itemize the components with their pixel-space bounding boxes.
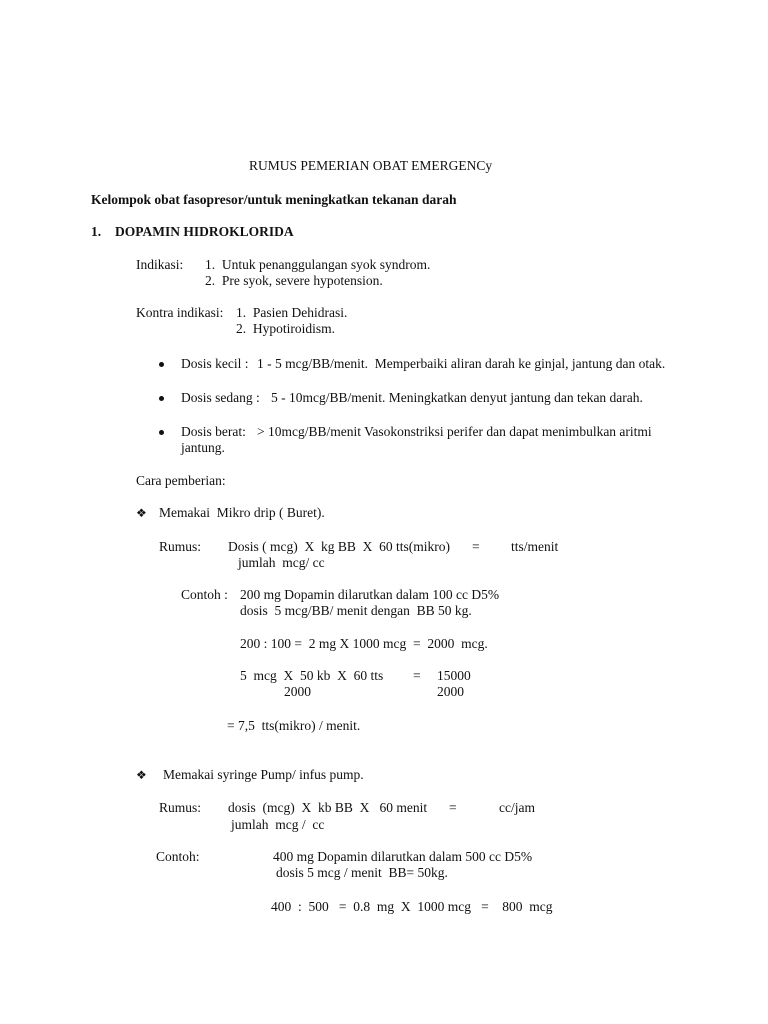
indikasi-item-2: 2. Pre syok, severe hypotension. <box>205 273 383 288</box>
mikro-calc-2-result-denominator: 2000 <box>437 684 464 699</box>
bullet-icon <box>159 430 164 435</box>
section-number: 1. <box>91 224 102 239</box>
mikro-rumus-unit: tts/menit <box>511 539 559 554</box>
mikro-calc-2-equals: = <box>413 668 421 683</box>
dose-small-label: Dosis kecil : <box>181 356 249 371</box>
dose-heavy-label: Dosis berat: <box>181 424 246 439</box>
pump-rumus-label: Rumus: <box>159 800 202 815</box>
dose-medium-label: Dosis sedang : <box>181 390 260 405</box>
pump-calc-1: 400 : 500 = 0.8 mg X 1000 mcg = 800 mcg <box>271 899 553 914</box>
diamond-bullet-icon: ❖ <box>136 768 147 782</box>
mikro-rumus-denominator: jumlah mcg/ cc <box>238 555 325 570</box>
pump-contoh-label: Contoh: <box>156 849 200 864</box>
pump-rumus-equals: = <box>449 800 457 815</box>
mikro-rumus-equals: = <box>472 539 480 554</box>
diamond-bullet-icon: ❖ <box>136 506 147 520</box>
indikasi-label: Indikasi: <box>136 257 184 272</box>
group-heading: Kelompok obat fasopresor/untuk meningkatkan tekanan darah <box>91 192 457 207</box>
mikro-rumus-numerator: Dosis ( mcg) X kg BB X 60 tts(mikro) <box>228 539 450 554</box>
mikro-calc-2-numerator: 5 mcg X 50 kb X 60 tts <box>240 668 384 683</box>
mikro-calc-1: 200 : 100 = 2 mg X 1000 mcg = 2000 mcg. <box>240 636 488 651</box>
cara-pemberian-label: Cara pemberian: <box>136 473 226 488</box>
dose-heavy-text-cont: jantung. <box>181 440 225 455</box>
document-title: RUMUS PEMERIAN OBAT EMERGENCy <box>249 158 493 173</box>
mikro-contoh-label: Contoh : <box>181 587 228 602</box>
kontra-label: Kontra indikasi: <box>136 305 224 320</box>
mikro-calc-2-result: 15000 <box>437 668 471 683</box>
mikro-contoh-line-2: dosis 5 mcg/BB/ menit dengan BB 50 kg. <box>240 603 472 618</box>
dose-heavy-text: > 10mcg/BB/menit Vasokonstriksi perifer dan dapat menimbulkan aritmi <box>257 424 652 439</box>
kontra-item-2: 2. Hypotiroidism. <box>236 321 336 336</box>
pump-contoh-line-1: 400 mg Dopamin dilarutkan dalam 500 cc D5% <box>273 849 533 864</box>
pump-rumus-denominator: jumlah mcg / cc <box>231 817 325 832</box>
bullet-icon <box>159 362 164 367</box>
mikro-contoh-line-1: 200 mg Dopamin dilarutkan dalam 100 cc D5% <box>240 587 500 602</box>
mikro-result: = 7,5 tts(mikro) / menit. <box>227 718 361 733</box>
pump-title: Memakai syringe Pump/ infus pump. <box>163 767 364 782</box>
pump-rumus-unit: cc/jam <box>499 800 535 815</box>
pump-rumus-numerator: dosis (mcg) X kb BB X 60 menit <box>228 800 428 815</box>
section-title: DOPAMIN HIDROKLORIDA <box>115 224 294 239</box>
dose-small-text: 1 - 5 mcg/BB/menit. Memperbaiki aliran darah ke ginjal, jantung dan otak. <box>257 356 666 371</box>
mikro-title: Memakai Mikro drip ( Buret). <box>159 505 325 520</box>
mikro-rumus-label: Rumus: <box>159 539 202 554</box>
indikasi-item-1: 1. Untuk penanggulangan syok syndrom. <box>205 257 431 272</box>
kontra-item-1: 1. Pasien Dehidrasi. <box>236 305 348 320</box>
pump-contoh-line-2: dosis 5 mcg / menit BB= 50kg. <box>276 865 448 880</box>
bullet-icon <box>159 396 164 401</box>
mikro-calc-2-denominator: 2000 <box>284 684 311 699</box>
dose-medium-text: 5 - 10mcg/BB/menit. Meningkatkan denyut jantung dan tekan darah. <box>271 390 643 405</box>
